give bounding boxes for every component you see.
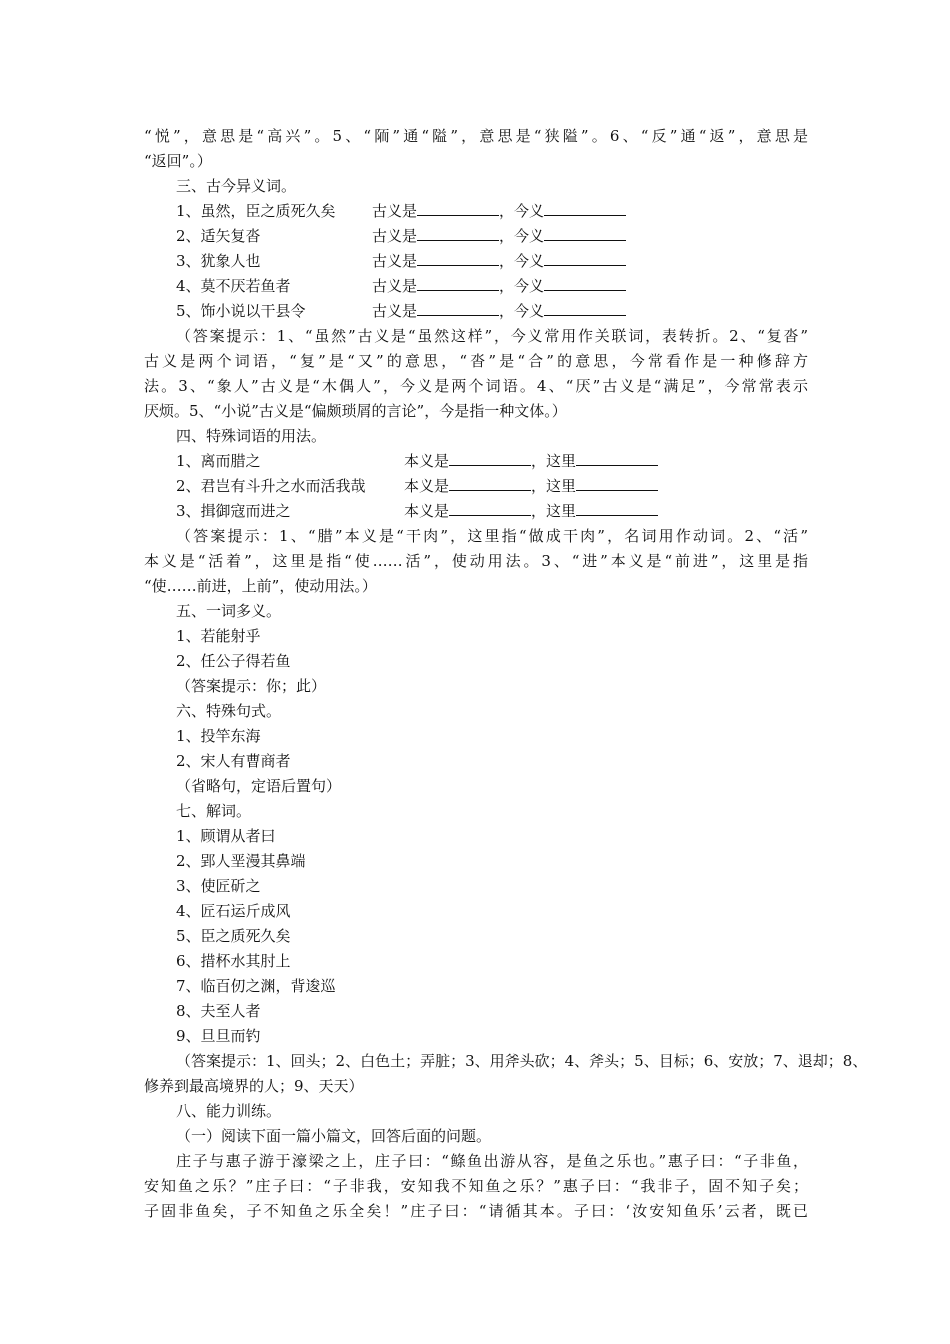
list-item: 8、夫至人者 xyxy=(176,1002,261,1020)
answer-hint: 古义是两个词语，“复”是“又”的意思，“沓”是“合”的意思，今常看作是一种修辞方 xyxy=(144,352,808,370)
list-item: 3、使匠斫之 xyxy=(176,877,261,895)
section-heading: 五、一词多义。 xyxy=(176,602,282,620)
answer-hint: “使……前进，上前”，使动用法。） xyxy=(144,577,377,595)
exercise-answer: 本义是 ，这里 xyxy=(404,499,658,524)
list-item: 9、旦旦而钓 xyxy=(176,1027,261,1045)
answer-blank[interactable] xyxy=(544,201,626,216)
list-item: 1、投竿东海 xyxy=(176,727,261,745)
passage-text: 庄子与惠子游于濠梁之上，庄子曰：“鲦鱼出游从容，是鱼之乐也。”惠子曰：“子非鱼， xyxy=(176,1152,808,1170)
exercise-question: 4、莫不厌若鱼者 xyxy=(176,277,291,295)
answer-hint: 厌烦。5、“小说”古义是“偏颇琐屑的言论”，今是指一种文体。） xyxy=(144,402,567,420)
answer-hint: 本义是“活着”，这里是指“使……活”，使动用法。3、“进”本义是“前进”，这里是指 xyxy=(144,552,808,570)
answer-blank[interactable] xyxy=(417,301,499,316)
answer-blank[interactable] xyxy=(544,226,626,241)
section-heading: 八、能力训练。 xyxy=(176,1102,282,1120)
list-item: 2、任公子得若鱼 xyxy=(176,652,291,670)
list-item: 4、匠石运斤成风 xyxy=(176,902,291,920)
list-item: 6、措杯水其肘上 xyxy=(176,952,291,970)
answer-hint: （答案提示：1、“虽然”古义是“虽然这样”，今义常用作关联词，表转折。2、“复沓” xyxy=(176,327,808,345)
list-item: 1、若能射乎 xyxy=(176,627,261,645)
exercise-answer: 古义是 ，今义 xyxy=(372,274,626,299)
sub-heading: （一）阅读下面一篇小篇文，回答后面的问题。 xyxy=(176,1127,492,1145)
answer-hint: （答案提示：1、回头；2、白色土；弄脏；3、用斧头砍；4、斧头；5、目标；6、安放；7、退却；8、 xyxy=(176,1052,868,1070)
answer-blank[interactable] xyxy=(417,251,499,266)
list-item: 2、宋人有曹商者 xyxy=(176,752,291,770)
answer-blank[interactable] xyxy=(449,476,531,491)
exercise-answer: 古义是 ，今义 xyxy=(372,199,626,224)
section-heading: 六、特殊句式。 xyxy=(176,702,282,720)
text-line: “悦”，意思是“高兴”。5、“陑”通“隘”，意思是“狭隘”。6、“反”通“返”，意思是 xyxy=(144,127,808,145)
answer-blank[interactable] xyxy=(544,301,626,316)
answer-hint: 法。3、“象人”古义是“木偶人”，今义是两个词语。4、“厌”古义是“满足”，今常常表示 xyxy=(144,377,808,395)
answer-blank[interactable] xyxy=(417,201,499,216)
list-item: 5、臣之质死久矣 xyxy=(176,927,291,945)
list-item: 2、郢人垩漫其鼻端 xyxy=(176,852,306,870)
exercise-question: 5、饰小说以干县令 xyxy=(176,302,306,320)
exercise-answer: 古义是 ，今义 xyxy=(372,224,626,249)
answer-hint: （答案提示：你；此） xyxy=(176,677,327,695)
exercise-answer: 本义是 ，这里 xyxy=(404,474,658,499)
answer-hint: 修养到最高境界的人；9、天天） xyxy=(144,1077,364,1095)
answer-blank[interactable] xyxy=(576,476,658,491)
exercise-question: 3、犹象人也 xyxy=(176,252,261,270)
section-heading: 七、解词。 xyxy=(176,802,252,820)
section-heading: 四、特殊词语的用法。 xyxy=(176,427,327,445)
list-item: 1、顾谓从者曰 xyxy=(176,827,276,845)
answer-hint: （省略句，定语后置句） xyxy=(176,777,342,795)
text-line: “返回”。） xyxy=(144,152,212,170)
answer-blank[interactable] xyxy=(449,451,531,466)
exercise-question: 2、适矢复沓 xyxy=(176,227,261,245)
answer-hint: （答案提示：1、“腊”本义是“干肉”，这里指“做成干肉”，名词用作动词。2、“活” xyxy=(176,527,808,545)
exercise-question: 1、离而腊之 xyxy=(176,452,261,470)
exercise-answer: 古义是 ，今义 xyxy=(372,299,626,324)
answer-blank[interactable] xyxy=(544,251,626,266)
answer-blank[interactable] xyxy=(576,501,658,516)
passage-text: 子固非鱼矣，子不知鱼之乐全矣！”庄子曰：“请循其本。子曰：‘汝安知鱼乐’云者，既已 xyxy=(144,1202,808,1220)
list-item: 7、临百仞之渊，背逡巡 xyxy=(176,977,336,995)
exercise-answer: 本义是 ，这里 xyxy=(404,449,658,474)
exercise-question: 1、虽然，臣之质死久矣 xyxy=(176,202,336,220)
answer-blank[interactable] xyxy=(449,501,531,516)
exercise-answer: 古义是 ，今义 xyxy=(372,249,626,274)
answer-blank[interactable] xyxy=(544,276,626,291)
answer-blank[interactable] xyxy=(417,226,499,241)
exercise-question: 2、君岂有斗升之水而活我哉 xyxy=(176,477,366,495)
passage-text: 安知鱼之乐？”庄子曰：“子非我，安知我不知鱼之乐？”惠子曰：“我非子，固不知子矣； xyxy=(144,1177,808,1195)
section-heading: 三、古今异义词。 xyxy=(176,177,297,195)
answer-blank[interactable] xyxy=(576,451,658,466)
answer-blank[interactable] xyxy=(417,276,499,291)
exercise-question: 3、揖御寇而进之 xyxy=(176,502,291,520)
